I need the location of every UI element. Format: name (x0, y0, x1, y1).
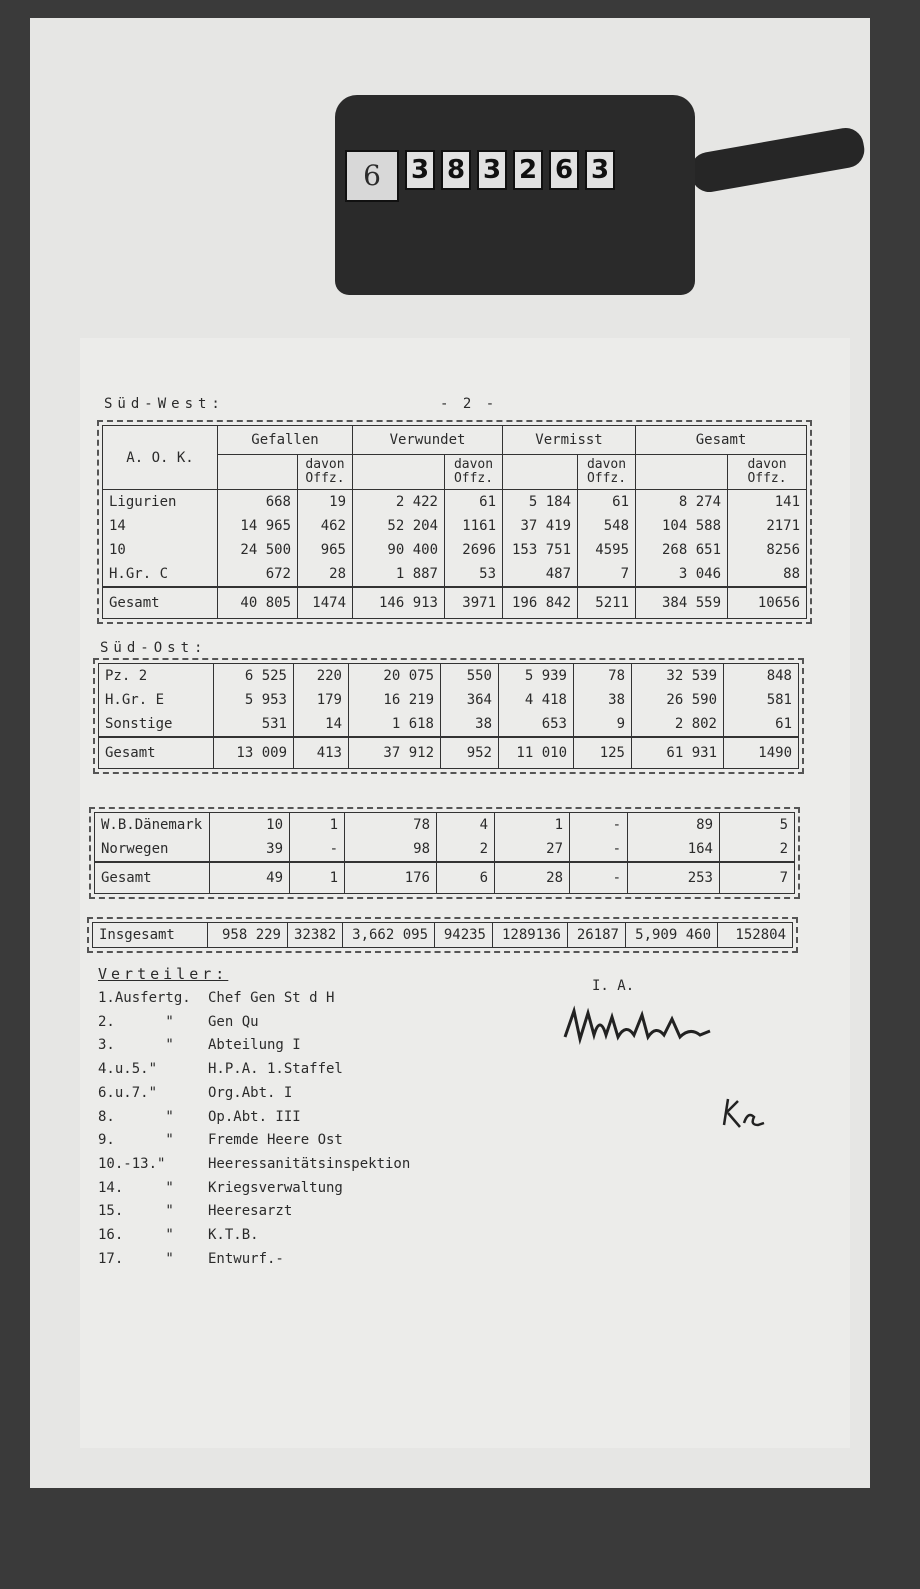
table-cell: 61 (724, 712, 799, 737)
table-cell: 16 219 (349, 688, 441, 712)
table-cell: 32 539 (632, 664, 724, 689)
col-header-davon: davon Offz. (298, 455, 353, 490)
row-label: W.B.Dänemark (101, 817, 203, 833)
table-cell: 104 588 (636, 514, 728, 538)
row-label: Pz. 2 (105, 668, 148, 684)
table-row (95, 813, 795, 838)
table-cell: 7 (578, 562, 636, 587)
table-cell: 1490 (724, 737, 799, 769)
table-cell: 26187 (568, 923, 626, 948)
table-cell: - (290, 837, 345, 862)
table-cell: 179 (294, 688, 349, 712)
table-row (103, 562, 807, 587)
table-cell: 196 842 (503, 587, 578, 619)
col-header-aok: A. O. K. (103, 426, 218, 490)
table-cell: 9 (574, 712, 632, 737)
table-cell: 2171 (728, 514, 807, 538)
total-row (103, 587, 807, 619)
table-cell: 37 912 (349, 737, 441, 769)
total-row (99, 737, 799, 769)
distribution-recipient: K.T.B. (208, 1227, 259, 1243)
distribution-item (98, 1156, 410, 1172)
row-label: Norwegen (101, 841, 169, 857)
table-cell: 531 (214, 712, 294, 737)
distribution-item (98, 1227, 259, 1243)
table-cell: 653 (499, 712, 574, 737)
col-header-verwundet: Verwundet (353, 426, 503, 455)
table-cell: 5211 (578, 587, 636, 619)
row-label: Ligurien (109, 494, 177, 510)
distribution-number: 14. " (98, 1179, 174, 1196)
table-cell: 39 (210, 837, 290, 862)
grand-total-row (93, 923, 793, 948)
table-cell: 2 (720, 837, 795, 862)
table-cell: - (570, 862, 628, 894)
table-cell: 13 009 (214, 737, 294, 769)
distribution-number: 3. " (98, 1037, 174, 1054)
section-heading-sued-west: Süd-West: (104, 396, 225, 412)
table-sued-west (102, 425, 807, 619)
table-cell: 384 559 (636, 587, 728, 619)
table-cell: 28 (495, 862, 570, 894)
distribution-recipient: Org.Abt. I (208, 1084, 293, 1101)
table-insgesamt (92, 922, 793, 948)
distribution-recipient: Heeressanitätsinspektion (208, 1155, 411, 1172)
distribution-item (98, 1037, 301, 1053)
distribution-number: 2. " (98, 1013, 174, 1030)
table-row (103, 490, 807, 515)
table-cell: 581 (724, 688, 799, 712)
distribution-number: 15. " (98, 1203, 174, 1220)
table-cell: 176 (345, 862, 437, 894)
table-cell: 220 (294, 664, 349, 689)
table-cell: 1 618 (349, 712, 441, 737)
table-cell: 4595 (578, 538, 636, 562)
table-cell: 2 (437, 837, 495, 862)
distribution-recipient: H.P.A. 1.Staffel (208, 1061, 343, 1078)
distribution-recipient: Op.Abt. III (208, 1108, 301, 1125)
table-cell: 5 (720, 813, 795, 838)
table-cell: 550 (441, 664, 499, 689)
row-label: 10 (109, 542, 126, 558)
col-header-gesamt: Gesamt (636, 426, 807, 455)
table-cell: 1474 (298, 587, 353, 619)
table-cell: 53 (445, 562, 503, 587)
table-cell: 38 (574, 688, 632, 712)
section-heading-sued-ost: Süd-Ost: (100, 640, 208, 656)
counter-digit: 2 (513, 150, 543, 190)
distribution-item (98, 1014, 259, 1030)
distribution-item (98, 1085, 292, 1101)
col-header-davon: davon Offz. (728, 455, 807, 490)
table-cell: 94235 (435, 923, 493, 948)
distribution-recipient: Abteilung I (208, 1037, 301, 1054)
table-cell: 1 (290, 862, 345, 894)
distribution-recipient: Gen Qu (208, 1013, 259, 1030)
table-row (103, 538, 807, 562)
table-cell: 98 (345, 837, 437, 862)
table-cell: 19 (298, 490, 353, 515)
table-cell: 8 274 (636, 490, 728, 515)
table-cell: 2696 (445, 538, 503, 562)
table-cell: 3971 (445, 587, 503, 619)
table-cell: 4 (437, 813, 495, 838)
counter-digit: 3 (405, 150, 435, 190)
table-row (103, 514, 807, 538)
table-cell: - (570, 837, 628, 862)
distribution-item (98, 1109, 301, 1125)
table-cell: 78 (345, 813, 437, 838)
distribution-item (98, 990, 334, 1006)
table-cell: 1 (495, 813, 570, 838)
distribution-item (98, 1180, 343, 1196)
table-cell: 125 (574, 737, 632, 769)
table-cell: 4 418 (499, 688, 574, 712)
table-cell: 28 (298, 562, 353, 587)
table-row (99, 712, 799, 737)
distribution-item (98, 1132, 343, 1148)
distribution-recipient: Kriegsverwaltung (208, 1179, 343, 1196)
table-cell: 8256 (728, 538, 807, 562)
distribution-number: 9. " (98, 1132, 174, 1149)
table-cell: 6 525 (214, 664, 294, 689)
table-sued-ost (98, 663, 799, 769)
table-cell: 5 939 (499, 664, 574, 689)
table-cell: 462 (298, 514, 353, 538)
table-cell: 88 (728, 562, 807, 587)
table-cell: 5 953 (214, 688, 294, 712)
table-cell: 6 (437, 862, 495, 894)
table-cell: 1161 (445, 514, 503, 538)
counter-digit: 6 (549, 150, 579, 190)
table-cell: 37 419 (503, 514, 578, 538)
distribution-number: 16. " (98, 1227, 174, 1243)
table-cell: 153 751 (503, 538, 578, 562)
table-cell: 7 (720, 862, 795, 894)
row-label: Insgesamt (99, 927, 175, 943)
table-cell: 487 (503, 562, 578, 587)
wb-body (95, 813, 795, 894)
table-cell: 11 010 (499, 737, 574, 769)
table-cell: 152804 (718, 923, 793, 948)
verteiler-heading: Verteiler: (98, 965, 229, 983)
row-label: H.Gr. C (109, 566, 169, 582)
table-row (99, 664, 799, 689)
col-header-davon: davon Offz. (578, 455, 636, 490)
distribution-number: 17. " (98, 1250, 174, 1267)
table-cell: 27 (495, 837, 570, 862)
table-cell: 3,662 095 (343, 923, 435, 948)
distribution-number: 1.Ausfertg. (98, 990, 191, 1006)
table-row (95, 837, 795, 862)
distribution-recipient: Heeresarzt (208, 1203, 293, 1220)
distribution-item (98, 1251, 284, 1267)
counter-digit: 3 (585, 150, 615, 190)
col-header-davon: davon Offz. (445, 455, 503, 490)
counter-digits (405, 150, 615, 190)
table-cell: 89 (628, 813, 720, 838)
table-cell: 20 075 (349, 664, 441, 689)
total-row (95, 862, 795, 894)
table-cell: 548 (578, 514, 636, 538)
distribution-item (98, 1061, 343, 1077)
row-label: Gesamt (99, 737, 214, 769)
header-row (103, 426, 807, 455)
table-cell: 26 590 (632, 688, 724, 712)
table-cell: 253 (628, 862, 720, 894)
row-label: H.Gr. E (105, 692, 165, 708)
table-wb (94, 812, 795, 894)
counter-digit: 3 (477, 150, 507, 190)
distribution-number: 8. " (98, 1108, 174, 1125)
table-cell: 268 651 (636, 538, 728, 562)
distribution-number: 6.u.7." (98, 1084, 158, 1101)
page-number: - 2 - (440, 396, 498, 412)
so-body (99, 664, 799, 769)
table-cell: 848 (724, 664, 799, 689)
table-cell: 14 965 (218, 514, 298, 538)
distribution-item (98, 1203, 292, 1219)
table-row (99, 688, 799, 712)
table-cell: 24 500 (218, 538, 298, 562)
distribution-number: 10.-13." (98, 1155, 166, 1172)
counter-tag: 6 (345, 150, 399, 202)
distribution-number: 4.u.5." (98, 1061, 158, 1078)
table-cell: 146 913 (353, 587, 445, 619)
signature (560, 1005, 720, 1045)
gt-body (93, 923, 793, 948)
table-cell: 952 (441, 737, 499, 769)
table-cell: 32382 (288, 923, 343, 948)
table-cell: 38 (441, 712, 499, 737)
col-header-gefallen: Gefallen (218, 426, 353, 455)
table-cell: 2 422 (353, 490, 445, 515)
row-label: 14 (109, 518, 126, 534)
row-label: Gesamt (103, 587, 218, 619)
table-cell: 5 184 (503, 490, 578, 515)
table-cell: 3 046 (636, 562, 728, 587)
table-cell: 413 (294, 737, 349, 769)
table-cell: 2 802 (632, 712, 724, 737)
row-label: Gesamt (95, 862, 210, 894)
sw-body (103, 490, 807, 619)
row-label: Sonstige (105, 716, 173, 732)
table-cell: 1 (290, 813, 345, 838)
counter-digit: 8 (441, 150, 471, 190)
table-cell: 52 204 (353, 514, 445, 538)
table-cell: 958 229 (208, 923, 288, 948)
distribution-recipient: Fremde Heere Ost (208, 1132, 343, 1149)
col-header-vermisst: Vermisst (503, 426, 636, 455)
initials-signature (718, 1095, 768, 1135)
table-cell: 141 (728, 490, 807, 515)
table-cell: 10 (210, 813, 290, 838)
table-cell: - (570, 813, 628, 838)
table-cell: 61 931 (632, 737, 724, 769)
table-cell: 1 887 (353, 562, 445, 587)
table-cell: 90 400 (353, 538, 445, 562)
ia-label: I. A. (592, 978, 635, 994)
table-cell: 672 (218, 562, 298, 587)
table-cell: 364 (441, 688, 499, 712)
table-cell: 965 (298, 538, 353, 562)
table-cell: 164 (628, 837, 720, 862)
distribution-recipient: Chef Gen St d H (208, 990, 335, 1006)
table-cell: 49 (210, 862, 290, 894)
table-cell: 78 (574, 664, 632, 689)
table-cell: 40 805 (218, 587, 298, 619)
table-cell: 61 (578, 490, 636, 515)
distribution-recipient: Entwurf.- (208, 1250, 284, 1267)
table-cell: 10656 (728, 587, 807, 619)
table-cell: 61 (445, 490, 503, 515)
table-cell: 14 (294, 712, 349, 737)
table-cell: 5,909 460 (626, 923, 718, 948)
table-cell: 668 (218, 490, 298, 515)
table-cell: 1289136 (493, 923, 568, 948)
